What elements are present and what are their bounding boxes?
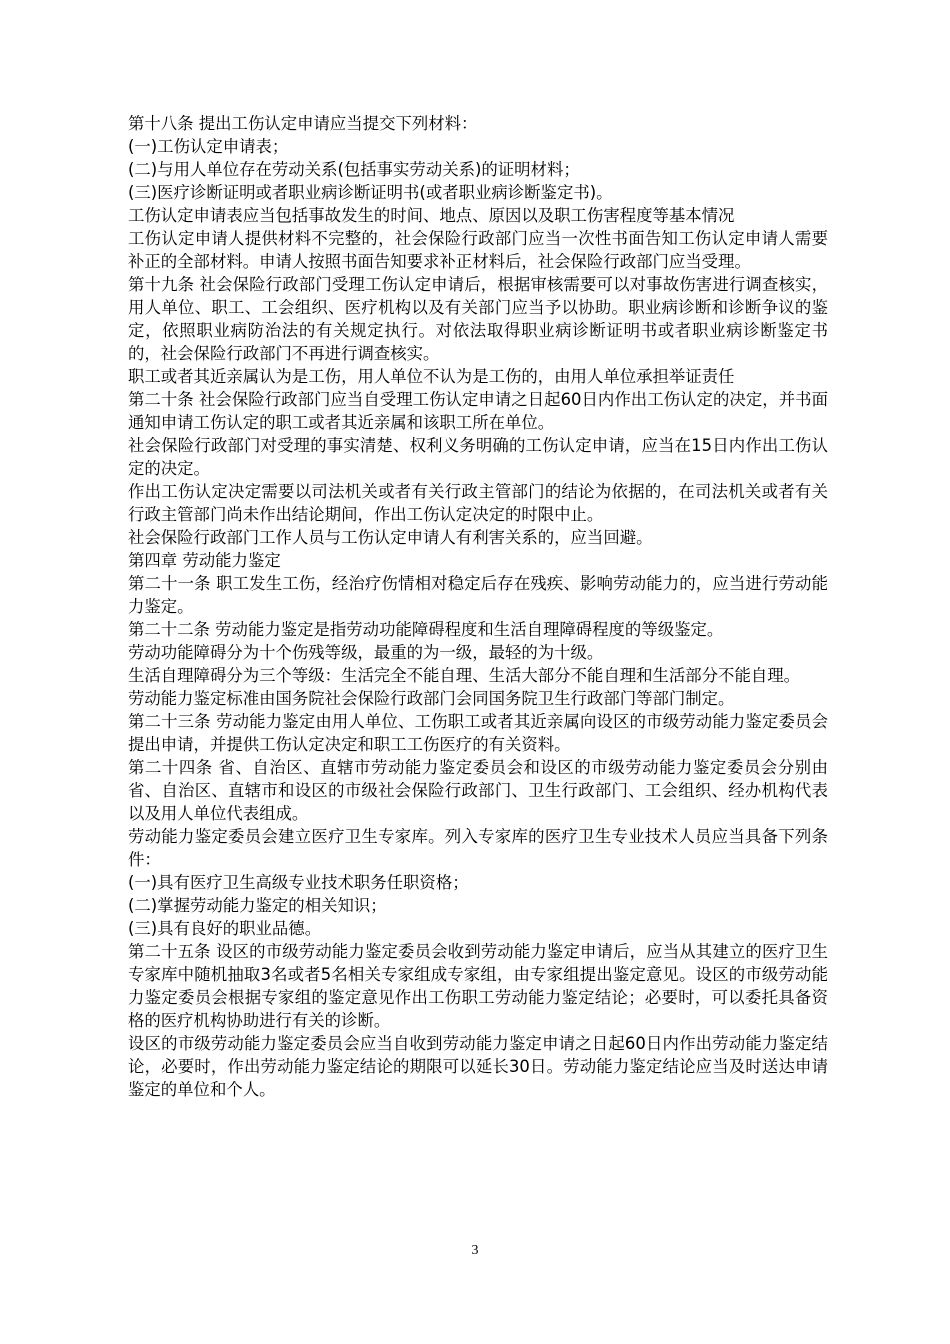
paragraph: (一)工伤认定申请表；	[128, 137, 289, 156]
chapter-heading: 第四章 劳动能力鉴定	[128, 551, 281, 570]
paragraph: (二)掌握劳动能力鉴定的相关知识；	[128, 896, 387, 915]
paragraph: 社会保险行政部门工作人员与工伤认定申请人有利害关系的，应当回避。	[128, 528, 653, 547]
paragraph: (一)具有医疗卫生高级专业技术职务任职资格；	[128, 873, 469, 892]
paragraph: 第二十条 社会保险行政部门应当自受理工伤认定申请之日起60日内作出工伤认定的决定，并书面通知申请工伤认定的职工或者其近亲属和该职工所在单位。	[128, 390, 828, 432]
paragraph: 工伤认定申请表应当包括事故发生的时间、地点、原因以及职工伤害程度等基本情况	[128, 206, 735, 225]
paragraph: 工伤认定申请人提供材料不完整的，社会保险行政部门应当一次性书面告知工伤认定申请人需要补正的全部材料。申请人按照书面告知要求补正材料后，社会保险行政部门应当受理。	[128, 229, 828, 271]
paragraph: 设区的市级劳动能力鉴定委员会应当自收到劳动能力鉴定申请之日起60日内作出劳动能力鉴定结论，必要时，作出劳动能力鉴定结论的期限可以延长30日。劳动能力鉴定结论应当及时送达申请鉴定的单位和个人。	[128, 1034, 828, 1099]
document-body	[128, 112, 828, 1101]
paragraph: 社会保险行政部门对受理的事实清楚、权利义务明确的工伤认定申请，应当在15日内作出工伤认定的决定。	[128, 436, 828, 478]
paragraph: 劳动能力鉴定委员会建立医疗卫生专家库。列入专家库的医疗卫生专业技术人员应当具备下列条件：	[128, 827, 828, 869]
paragraph: 劳动能力鉴定标准由国务院社会保险行政部门会同国务院卫生行政部门等部门制定。	[128, 689, 735, 708]
paragraph: (三)具有良好的职业品德。	[128, 919, 322, 938]
paragraph: 劳动功能障碍分为十个伤残等级，最重的为一级，最轻的为十级。	[128, 643, 604, 662]
paragraph: 第二十三条 劳动能力鉴定由用人单位、工伤职工或者其近亲属向设区的市级劳动能力鉴定委员会提出申请，并提供工伤认定决定和职工工伤医疗的有关资料。	[128, 712, 828, 754]
paragraph: 第十九条 社会保险行政部门受理工伤认定申请后，根据审核需要可以对事故伤害进行调查核实，用人单位、职工、工会组织、医疗机构以及有关部门应当予以协助。职业病诊断和诊断争议的鉴定，依照职业病防治法的有关规定执行。对依法取得职业病诊断证明书或者职业病诊断鉴定书的，社会保险行政部门不再进行调查核实。	[128, 275, 828, 363]
paragraph: 作出工伤认定决定需要以司法机关或者有关行政主管部门的结论为依据的，在司法机关或者有关行政主管部门尚未作出结论期间，作出工伤认定决定的时限中止。	[128, 482, 828, 524]
paragraph: 职工或者其近亲属认为是工伤，用人单位不认为是工伤的，由用人单位承担举证责任	[128, 367, 735, 386]
paragraph: 第二十四条 省、自治区、直辖市劳动能力鉴定委员会和设区的市级劳动能力鉴定委员会分别由省、自治区、直辖市和设区的市级社会保险行政部门、卫生行政部门、工会组织、经办机构代表以及用人单位代表组成。	[128, 758, 828, 823]
paragraph: (三)医疗诊断证明或者职业病诊断证明书(或者职业病诊断鉴定书)。	[128, 183, 613, 202]
paragraph: 生活自理障碍分为三个等级：生活完全不能自理、生活大部分不能自理和生活部分不能自理。	[128, 666, 801, 685]
paragraph: 第二十二条 劳动能力鉴定是指劳动功能障碍程度和生活自理障碍程度的等级鉴定。	[128, 620, 724, 639]
paragraph: 第十八条 提出工伤认定申请应当提交下列材料：	[128, 114, 478, 133]
page-number: 3	[471, 1243, 479, 1258]
paragraph: 第二十一条 职工发生工伤，经治疗伤情相对稳定后存在残疾、影响劳动能力的，应当进行劳动能力鉴定。	[128, 574, 828, 616]
paragraph: (二)与用人单位存在劳动关系(包括事实劳动关系)的证明材料；	[128, 160, 580, 179]
paragraph: 第二十五条 设区的市级劳动能力鉴定委员会收到劳动能力鉴定申请后，应当从其建立的医疗卫生专家库中随机抽取3名或者5名相关专家组成专家组，由专家组提出鉴定意见。设区的市级劳动能力鉴定委员会根据专家组的鉴定意见作出工伤职工劳动能力鉴定结论；必要时，可以委托具备资格的医疗机构协助进行有关的诊断。	[128, 942, 828, 1030]
